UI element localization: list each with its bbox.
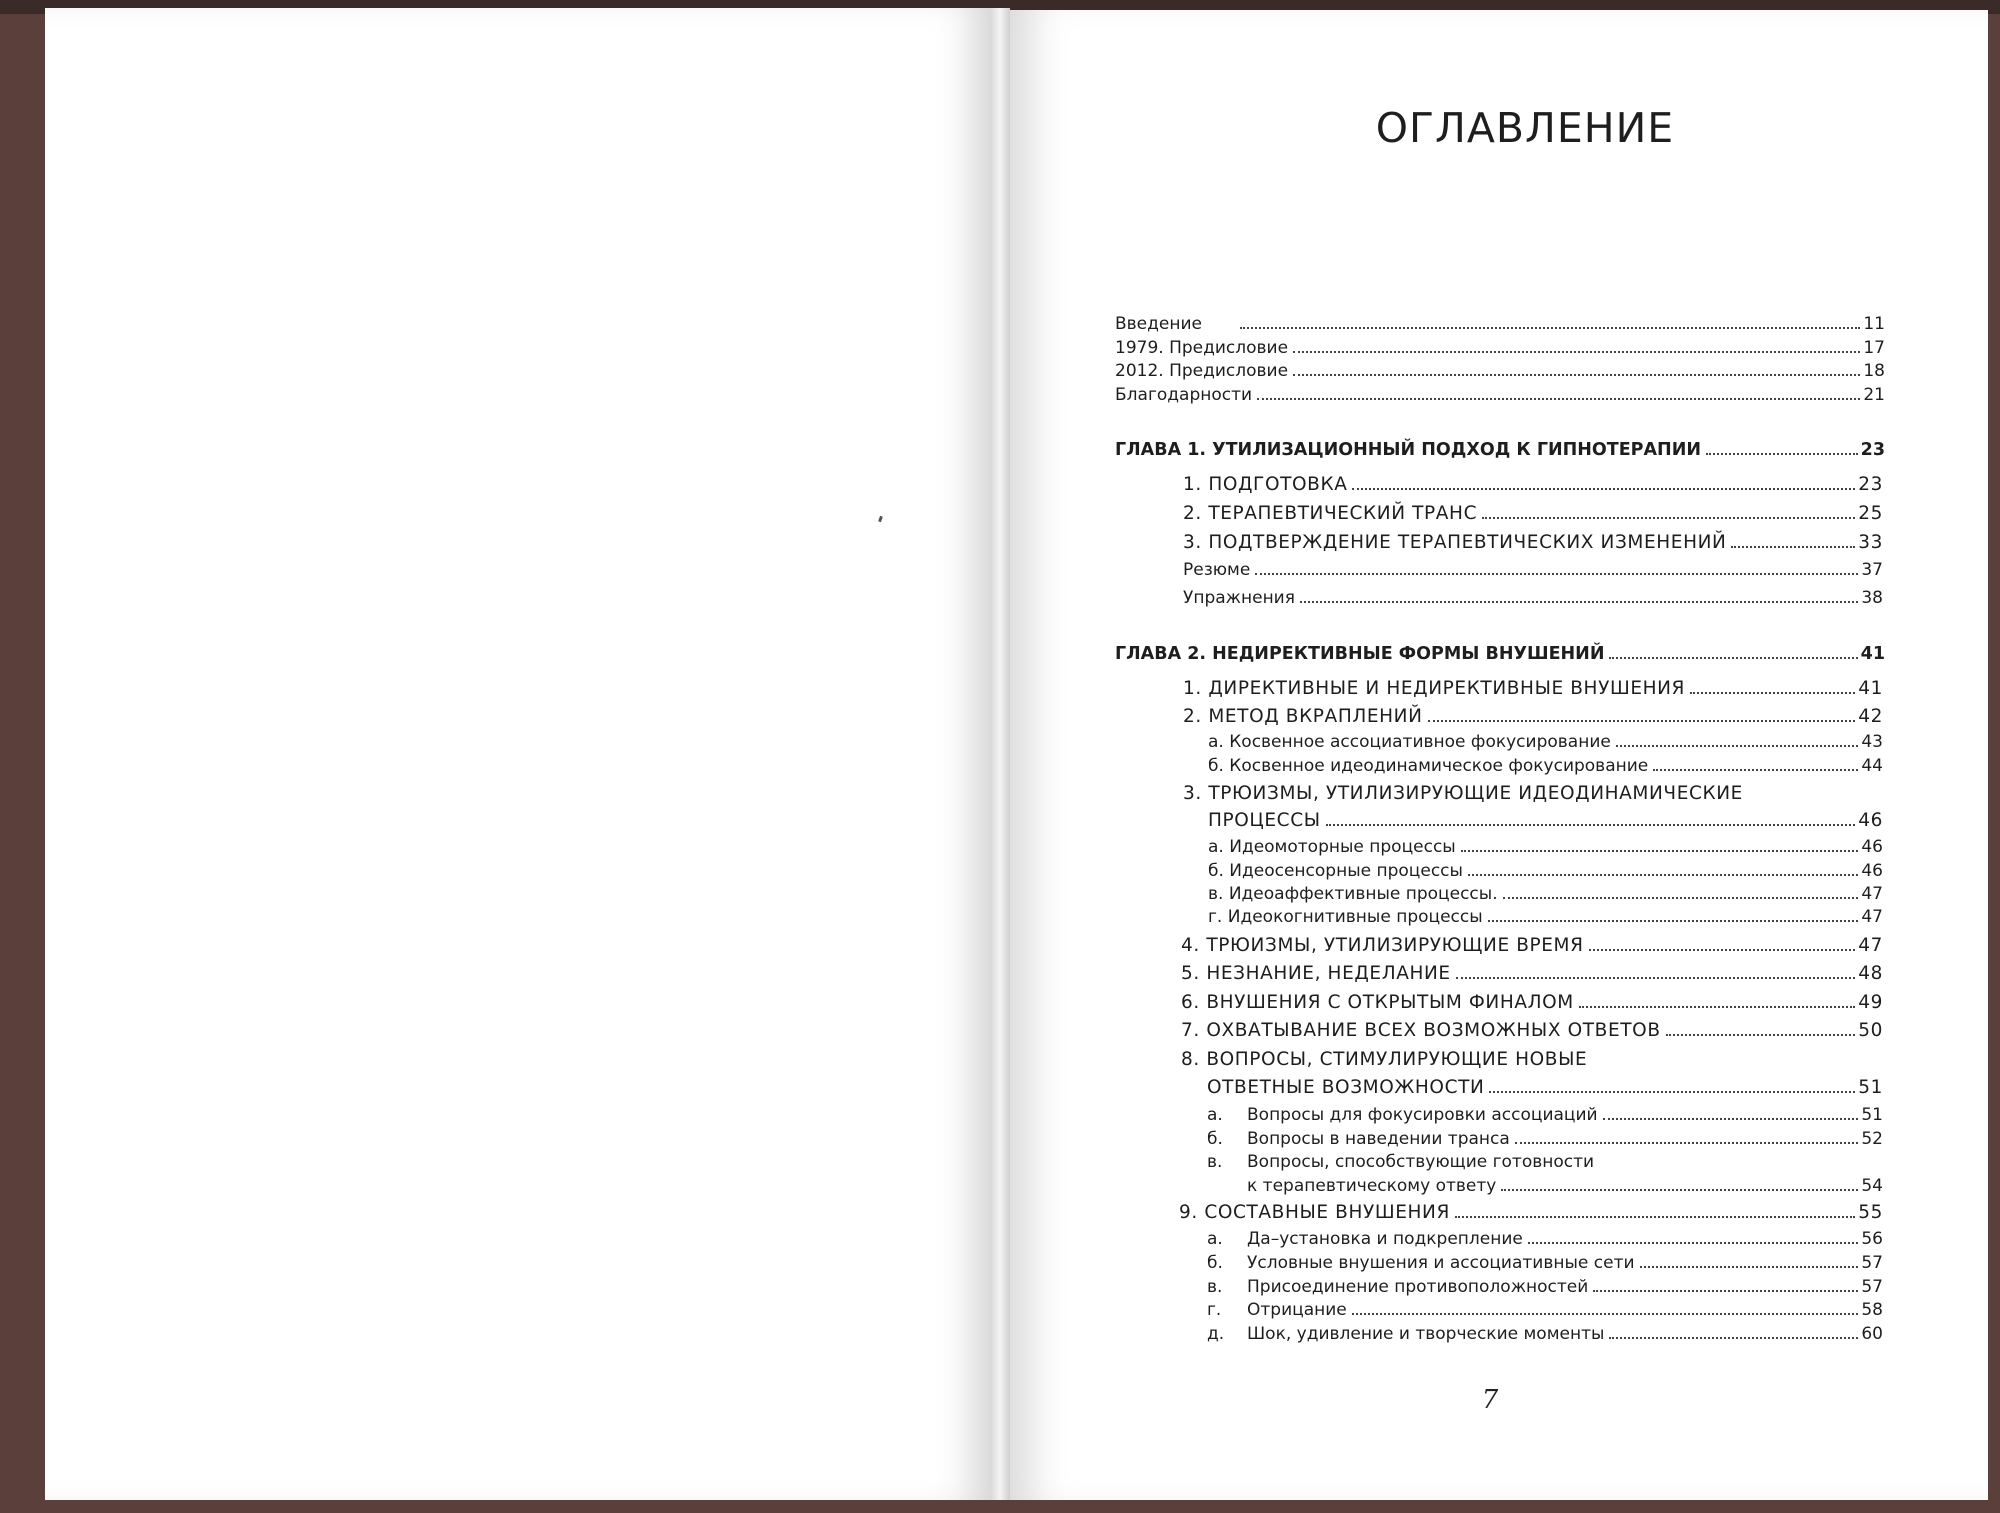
toc-entry-title: Вопросы для фокусировки ассоциаций <box>1247 1105 1598 1125</box>
toc-entry-page: 52 <box>1861 1129 1883 1149</box>
toc-subsection <box>1208 860 1883 882</box>
toc-subsection <box>1208 883 1883 905</box>
dot-leader <box>1489 1091 1855 1093</box>
dot-leader <box>1240 327 1860 329</box>
dot-leader <box>1300 601 1858 603</box>
page-title: ОГЛАВЛЕНИЕ <box>1375 104 1675 152</box>
toc-subsection <box>1207 1104 1883 1126</box>
toc-entry-page: 47 <box>1861 907 1883 927</box>
toc-entry-letter: д. <box>1207 1324 1225 1344</box>
dot-leader <box>1603 1118 1859 1120</box>
toc-entry-title: 3. ПОДТВЕРЖДЕНИЕ ТЕРАПЕВТИЧЕСКИХ ИЗМЕНЕНИЙ <box>1183 532 1727 553</box>
dot-leader <box>1257 398 1860 400</box>
toc-subsection <box>1207 1323 1883 1345</box>
toc-entry-title: 5. НЕЗНАНИЕ, НЕДЕЛАНИЕ <box>1181 963 1451 984</box>
dot-leader <box>1503 897 1859 899</box>
dot-leader <box>1456 977 1856 979</box>
toc-entry-title: 2. МЕТОД ВКРАПЛЕНИЙ <box>1183 706 1423 727</box>
dot-leader <box>1690 692 1855 694</box>
toc-entry-acknowledgements <box>1115 384 1885 406</box>
toc-section <box>1181 935 1883 957</box>
toc-section <box>1183 587 1883 609</box>
toc-entry-title: 3. ТРЮИЗМЫ, УТИЛИЗИРУЮЩИЕ ИДЕОДИНАМИЧЕСКИЕ <box>1183 783 1743 804</box>
toc-entry-letter: г. <box>1207 1300 1222 1320</box>
dot-leader <box>1255 573 1858 575</box>
toc-chapter-title: ГЛАВА 1. УТИЛИЗАЦИОННЫЙ ПОДХОД К ГИПНОТЕРАПИИ <box>1115 440 1701 460</box>
dot-leader <box>1352 488 1855 490</box>
toc-entry-title: Условные внушения и ассоциативные сети <box>1247 1253 1635 1273</box>
toc-entry-page: 47 <box>1858 935 1883 956</box>
dot-leader <box>1706 453 1858 455</box>
toc-entry-preface-2012 <box>1115 360 1885 382</box>
toc-entry-title: 7. ОХВАТЫВАНИЕ ВСЕХ ВОЗМОЖНЫХ ОТВЕТОВ <box>1181 1020 1661 1041</box>
toc-entry-title: 2012. Предисловие <box>1115 361 1289 381</box>
toc-entry-page: 18 <box>1863 361 1885 381</box>
toc-entry-title: б. Косвенное идеодинамическое фокусирование <box>1208 756 1649 776</box>
toc-entry-title: Вопросы в наведении транса <box>1247 1129 1510 1149</box>
toc-entry-title: Шок, удивление и творческие моменты <box>1247 1324 1605 1344</box>
dot-leader <box>1455 1216 1855 1218</box>
toc-section-continued <box>1207 1077 1883 1099</box>
toc-entry-page: 46 <box>1858 810 1883 831</box>
dot-leader <box>1488 920 1859 922</box>
toc-entry-page: 43 <box>1861 732 1883 752</box>
toc-entry-intro <box>1115 313 1885 335</box>
dot-leader <box>1326 824 1856 826</box>
toc-entry-page: 58 <box>1861 1300 1883 1320</box>
toc-entry-title: 1979. Предисловие <box>1115 338 1289 358</box>
toc-entry-title: г. Идеокогнитивные процессы <box>1208 907 1483 927</box>
toc-subsection <box>1208 755 1883 777</box>
toc-subsection <box>1207 1276 1883 1298</box>
toc-section <box>1181 1020 1883 1042</box>
toc-entry-title: Вопросы, способствующие готовности <box>1247 1152 1595 1172</box>
toc-entry-letter: б. <box>1207 1129 1223 1149</box>
toc-subsection <box>1207 1299 1883 1321</box>
dot-leader <box>1653 769 1858 771</box>
dot-leader <box>1616 745 1859 747</box>
toc-entry-page: 41 <box>1860 644 1885 664</box>
toc-subsection <box>1208 836 1883 858</box>
toc-entry-preface-1979 <box>1115 337 1885 359</box>
toc-entry-title: 6. ВНУШЕНИЯ С ОТКРЫТЫМ ФИНАЛОМ <box>1181 992 1574 1013</box>
toc-entry-letter: а. <box>1207 1105 1223 1125</box>
toc-entry-page: 38 <box>1861 588 1883 608</box>
toc-entry-page: 41 <box>1858 678 1883 699</box>
toc-entry-title: Введение <box>1115 314 1202 334</box>
toc-entry-title: 2. ТЕРАПЕВТИЧЕСКИЙ ТРАНС <box>1183 503 1478 524</box>
toc-entry-letter: в. <box>1207 1152 1223 1172</box>
dot-leader <box>1468 874 1858 876</box>
toc-section <box>1183 503 1883 525</box>
page-number: 7 <box>1481 1385 1499 1415</box>
toc-entry-title: 1. ПОДГОТОВКА <box>1183 474 1348 495</box>
toc-entry-page: 23 <box>1858 474 1883 495</box>
toc-entry-page: 51 <box>1858 1077 1883 1098</box>
toc-entry-page: 60 <box>1861 1324 1883 1344</box>
toc-section <box>1183 532 1883 554</box>
toc-entry-letter: б. <box>1207 1253 1223 1273</box>
dot-leader <box>1589 949 1856 951</box>
toc-subsection <box>1207 1128 1883 1150</box>
dot-leader <box>1461 850 1859 852</box>
toc-section-continued <box>1208 810 1883 832</box>
toc-entry-title: к терапевтическому ответу <box>1247 1176 1497 1196</box>
dot-leader <box>1528 1242 1859 1244</box>
toc-subsection <box>1208 906 1883 928</box>
toc-entry-letter: а. <box>1207 1229 1223 1249</box>
toc-section <box>1183 678 1883 700</box>
toc-entry-page: 47 <box>1861 884 1883 904</box>
toc-entry-title: 8. ВОПРОСЫ, СТИМУЛИРУЮЩИЕ НОВЫЕ <box>1181 1049 1588 1070</box>
toc-entry-page: 11 <box>1863 314 1885 334</box>
toc-subsection <box>1207 1151 1883 1173</box>
dot-leader <box>1593 1290 1858 1292</box>
toc-entry-title: Благодарности <box>1115 385 1253 405</box>
toc-entry-page: 48 <box>1858 963 1883 984</box>
toc-entry-page: 50 <box>1858 1020 1883 1041</box>
toc-chapter-title: ГЛАВА 2. НЕДИРЕКТИВНЫЕ ФОРМЫ ВНУШЕНИЙ <box>1115 644 1605 664</box>
toc-section <box>1183 783 1883 805</box>
toc-entry-page: 23 <box>1860 440 1885 460</box>
dot-leader <box>1482 517 1855 519</box>
dot-leader <box>1731 546 1855 548</box>
toc-entry-page: 51 <box>1861 1105 1883 1125</box>
toc-subsection <box>1208 731 1883 753</box>
dot-leader <box>1428 720 1856 722</box>
dot-leader <box>1293 351 1860 353</box>
dot-leader <box>1640 1266 1859 1268</box>
toc-chapter-2 <box>1115 643 1885 665</box>
toc-subsection <box>1207 1252 1883 1274</box>
dot-leader <box>1352 1313 1859 1315</box>
toc-entry-page: 56 <box>1861 1229 1883 1249</box>
toc-entry-title: ПРОЦЕССЫ <box>1208 810 1321 831</box>
toc-entry-page: 57 <box>1861 1277 1883 1297</box>
toc-entry-title: 4. ТРЮИЗМЫ, УТИЛИЗИРУЮЩИЕ ВРЕМЯ <box>1181 935 1584 956</box>
dot-leader <box>1666 1034 1856 1036</box>
dot-leader <box>1579 1006 1855 1008</box>
toc-subsection-continued <box>1247 1175 1883 1197</box>
toc-entry-title: б. Идеосенсорные процессы <box>1208 861 1463 881</box>
toc-entry-page: 37 <box>1861 560 1883 580</box>
dot-leader <box>1609 1337 1858 1339</box>
toc-entry-page: 49 <box>1858 992 1883 1013</box>
toc-entry-title: 1. ДИРЕКТИВНЫЕ И НЕДИРЕКТИВНЫЕ ВНУШЕНИЯ <box>1183 678 1686 699</box>
toc-subsection <box>1207 1228 1883 1250</box>
dot-leader <box>1293 374 1860 376</box>
toc-entry-page: 42 <box>1858 706 1883 727</box>
toc-entry-title: Присоединение противоположностей <box>1247 1277 1589 1297</box>
toc-entry-title: Резюме <box>1183 560 1251 580</box>
toc-section <box>1179 1202 1883 1224</box>
toc-entry-page: 57 <box>1861 1253 1883 1273</box>
toc-entry-title: Да–установка и подкрепление <box>1247 1229 1523 1249</box>
toc-entry-page: 44 <box>1861 756 1883 776</box>
toc-entry-page: 33 <box>1858 532 1883 553</box>
toc-section <box>1183 706 1883 728</box>
toc-section <box>1181 1049 1883 1071</box>
toc-entry-page: 46 <box>1861 837 1883 857</box>
toc-section <box>1183 474 1883 496</box>
dot-leader <box>1501 1189 1858 1191</box>
toc-entry-page: 17 <box>1863 338 1885 358</box>
dot-leader <box>1609 657 1857 659</box>
toc-section <box>1181 963 1883 985</box>
toc-chapter-1 <box>1115 439 1885 461</box>
toc-entry-title: а. Идеомоторные процессы <box>1208 837 1456 857</box>
dot-leader <box>1515 1142 1859 1144</box>
toc-entry-page: 21 <box>1863 385 1885 405</box>
toc-section <box>1183 559 1883 581</box>
toc-entry-page: 25 <box>1858 503 1883 524</box>
toc-entry-page: 46 <box>1861 861 1883 881</box>
toc-entry-title: Отрицание <box>1247 1300 1347 1320</box>
toc-entry-page: 54 <box>1861 1176 1883 1196</box>
toc-entry-letter: в. <box>1207 1277 1223 1297</box>
toc-entry-title: ОТВЕТНЫЕ ВОЗМОЖНОСТИ <box>1207 1077 1485 1098</box>
toc-entry-title: 9. СОСТАВНЫЕ ВНУШЕНИЯ <box>1179 1202 1450 1223</box>
toc-entry-title: Упражнения <box>1183 588 1295 608</box>
toc-section <box>1181 992 1883 1014</box>
toc-entry-title: а. Косвенное ассоциативное фокусирование <box>1208 732 1611 752</box>
toc-entry-page: 55 <box>1858 1202 1883 1223</box>
toc-entry-title: в. Идеоаффективные процессы. <box>1208 884 1498 904</box>
